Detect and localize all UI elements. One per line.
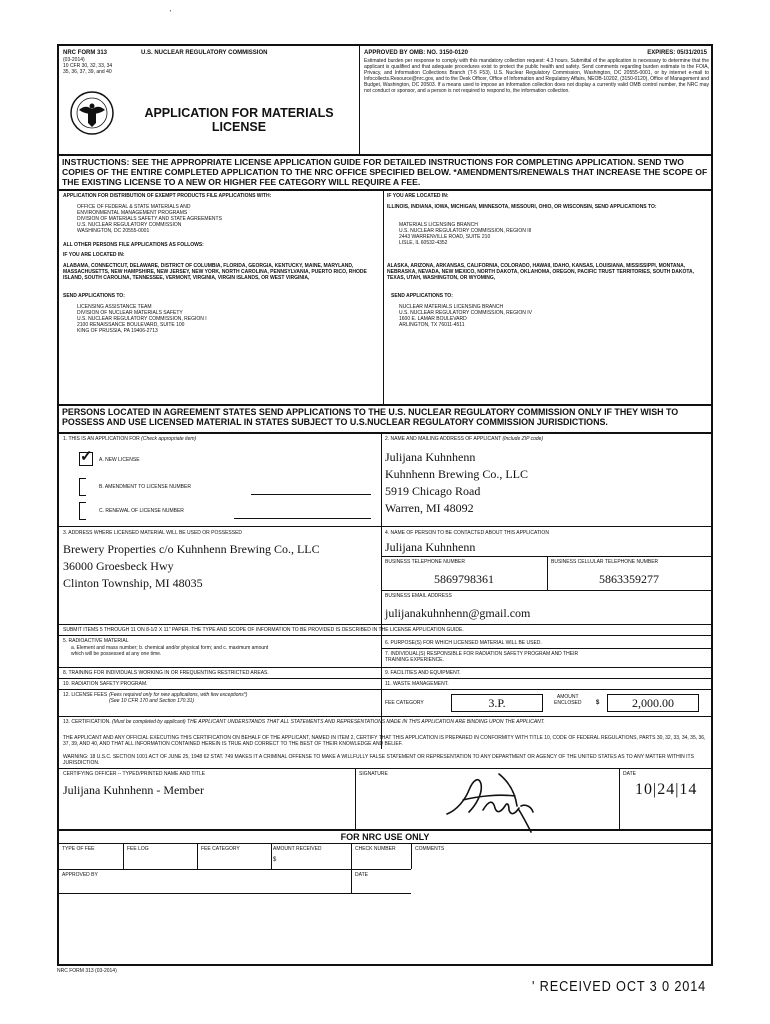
omb-number: APPROVED BY OMB: NO. 3150-0120 [364, 50, 468, 56]
business-phone[interactable]: 5869798361 [434, 572, 494, 586]
item5-label: 5. RADIOACTIVE MATERIAL [63, 638, 129, 644]
fee-category-label: FEE CATEGORY [385, 700, 424, 706]
nrc-seal-icon [69, 90, 115, 136]
form-title: APPLICATION FOR MATERIALS LICENSE [144, 106, 334, 134]
use-location-line3[interactable]: Clinton Township, MI 48035 [63, 576, 203, 590]
amendment-number-field[interactable] [251, 494, 371, 495]
exempt-products-heading: APPLICATION FOR DISTRIBUTION OF EXEMPT PRODUCTS FILE APPLICATIONS WITH: [63, 193, 272, 199]
instructions: INSTRUCTIONS: SEE THE APPROPRIATE LICENSE APPLICATION GUIDE FOR DETAILED INSTRUCTIONS FOR COMPLETING APPLICATION. SEND TWO COPIES OF THE ENTIRE COMPLETED APPLICATION TO THE NRC OFFICE SPECIFIED BELOW. *AMENDMENTS/RENEWALS THAT INCREASE THE SCOPE OF THE EXISTING LICENSE TO A NEW OR HIGHER FEE CATEGORY WILL REQUIRE A FEE. [62, 157, 708, 187]
region3-address: MATERIALS LICENSING BRANCH U.S. NUCLEAR REGULATORY COMMISSION, REGION III 2443 WARRENVILLE ROAD, SUITE 210 LISLE, IL 60532-4352 [399, 222, 532, 246]
amendment-label: B. AMENDMENT TO LICENSE NUMBER [99, 484, 191, 490]
region4-states: ALASKA, ARIZONA, ARKANSAS, CALIFORNIA, COLORADO, HAWAII, IDAHO, KANSAS, LOUISIANA, MISSISSIPPI, MONTANA, NEBRASKA, NEVADA, NEW MEXICO, NORTH DAKOTA, OKLAHOMA, OREGON, PACIFIC TRUST TERRITORIES, SOUTH DAKOTA, TEXAS, UTAH, WASHINGTON, OR WYOMING, [387, 263, 695, 281]
contact-name[interactable]: Julijana Kuhnhenn [385, 540, 476, 554]
expires-date: EXPIRES: 05/31/2015 [647, 50, 707, 56]
renewal-label: C. RENEWAL OF LICENSE NUMBER [99, 508, 184, 514]
item8-label: 8. TRAINING FOR INDIVIDUALS WORKING IN OR FREQUENTING RESTRICTED AREAS. [63, 670, 269, 676]
item11-label: 11. WASTE MANAGEMENT. [385, 681, 449, 687]
fee-category-nrc-label: FEE CATEGORY [201, 846, 240, 852]
nrc-date-label: DATE [355, 872, 368, 878]
all-other-persons: ALL OTHER PERSONS FILE APPLICATIONS AS FOLLOWS: [63, 242, 204, 248]
left-send-to: SEND APPLICATIONS TO: [63, 293, 125, 299]
signature-label: SIGNATURE [359, 771, 388, 777]
form-number: NRC FORM 313 [63, 50, 108, 56]
received-stamp: ' RECEIVED OCT 3 0 2014 [532, 978, 707, 995]
item12-label: 12. LICENSE FEES [63, 692, 108, 698]
left-if-located: IF YOU ARE LOCATED IN: [63, 252, 125, 258]
use-location-line1[interactable]: Brewery Properties c/o Kuhnhenn Brewing Co., LLC [63, 542, 320, 556]
date-label: DATE [623, 771, 636, 777]
item4-label: 4. NAME OF PERSON TO BE CONTACTED ABOUT THIS APPLICATION [385, 530, 549, 536]
item9-label: 9. FACILITIES AND EQUIPMENT. [385, 670, 461, 676]
form-date: (03-2014) [63, 57, 85, 63]
comments-label: COMMENTS [415, 846, 445, 852]
agency-name: U.S. NUCLEAR REGULATORY COMMISSION [141, 50, 268, 56]
item1-label: 1. THIS IS AN APPLICATION FOR (Check appropriate item) [63, 436, 197, 442]
dollar-sign: $ [596, 700, 600, 706]
cell-phone[interactable]: 5863359277 [599, 572, 659, 586]
amount-enclosed-label: AMOUNT ENCLOSED [554, 694, 582, 706]
check-mark-icon: ✓ [80, 448, 93, 465]
region3-states: ILLINOIS, INDIANA, IOWA, MICHIGAN, MINNESOTA, MISSOURI, OHIO, OR WISCONSIN, SEND APPLICATIONS TO: [387, 204, 657, 210]
email-label: BUSINESS EMAIL ADDRESS [385, 593, 452, 599]
email-address[interactable]: julijanakuhnhenn@gmail.com [385, 606, 531, 620]
burden-statement: Estimated burden per response to comply with this mandatory collection request: 4.3 hours. Submittal of the application is necessary to determine that the applicant is qualified and that adequate procedures exist to protect the public health and safety. Send comments regarding burden estimate to the FOIA, Privacy, and Information Collections Branch (T-5 F53), U.S. Nuclear Regulatory Commission, Washington, DC 20555-0001, or by internet e-mail to Infocollects.Resource@nrc.gov, and to the Desk Officer, Office of Information and Regulatory Affairs, NEOB-10202, (3150-0120), Office of Management and Budget, Washington, DC 20503. If a means used to impose an information collection does not display a currently valid OMB control number, the NRC may not conduct or sponsor, and a person is not required to respond to, the information collection. [364, 58, 709, 94]
item10-label: 10. RADIATION SAFETY PROGRAM. [63, 681, 148, 687]
agreement-states-notice: PERSONS LOCATED IN AGREEMENT STATES SEND APPLICATIONS TO THE U.S. NUCLEAR REGULATORY COMMISSION ONLY IF THEY WISH TO POSSESS AND USE LICENSED MATERIAL IN STATES SUBJECT TO U.S.NUCLEAR REGULATORY COMMISSION JURISDICTIONS. [62, 407, 679, 427]
form-footer: NRC FORM 313 (03-2014) [57, 968, 117, 974]
amount-enclosed-value: 2,000.00 [632, 696, 674, 710]
region1-states: ALABAMA, CONNECTICUT, DELAWARE, DISTRICT OF COLUMBIA, FLORIDA, GEORGIA, KENTUCKY, MAINE, MARYLAND, MASSACHUSETTS, NEW HAMPSHIRE, NEW JERSEY, NEW YORK, NORTH CAROLINA, PENNSYLVANIA, PUERTO RICO, RHODE ISLAND, SOUTH CAROLINA, TENNESSEE, VERMONT, VIRGINIA, VIRGIN ISLANDS, OR WEST VIRGINIA, [63, 263, 367, 281]
item13-label: 13. CERTIFICATION. (Must be completed by applicant) THE APPLICANT UNDERSTANDS THAT ALL STATEMENTS AND REPRESENTATIONS MADE IN THIS APPLICATION ARE BINDING UPON THE APPLICANT. [63, 719, 545, 725]
item3-label: 3. ADDRESS WHERE LICENSED MATERIAL WILL BE USED OR POSSESSED [63, 530, 243, 536]
renewal-number-field[interactable] [234, 518, 371, 519]
warning-statement: WARNING: 18 U.S.C. SECTION 1001 ACT OF JUNE 25, 1948 62 STAT. 749 MAKES IT A CRIMINAL OFFENSE TO MAKE A WILLFULLY FALSE STATEMENT OR REPRESENTATION TO ANY DEPARTMENT OR AGENCY OF THE UNITED STATES AS TO ANY MATTER WITHIN ITS JURISDICTION. [63, 754, 694, 766]
region4-address: NUCLEAR MATERIALS LICENSING BRANCH U.S. NUCLEAR REGULATORY COMMISSION, REGION IV 1600 E. LAMAR BOULEVARD ARLINGTON, TX 76011-4511 [399, 304, 532, 328]
fee-category-value: 3.P. [488, 696, 506, 710]
exempt-products-address: OFFICE OF FEDERAL & STATE MATERIALS AND ENVIRONMENTAL MANAGEMENT PROGRAMS DIVISION OF MATERIALS SAFETY AND STATE AGREEMENTS U.S. NUCLEAR REGULATORY COMMISSION WASHINGTON, DC 20555-0001 [77, 204, 222, 234]
item12-hint: (Fees required only for new applications, with few exceptions*) (See 10 CFR 170 and Section 170.31) [109, 692, 248, 704]
applicant-name[interactable]: Julijana Kuhnhenn [385, 450, 476, 464]
right-send-to: SEND APPLICATIONS TO: [391, 293, 453, 299]
nrc-use-only-title: FOR NRC USE ONLY [340, 832, 430, 842]
use-location-line2[interactable]: 36000 Groesbeck Hwy [63, 559, 174, 573]
item6-label: 6. PURPOSE(S) FOR WHICH LICENSED MATERIAL WILL BE USED. [385, 640, 542, 646]
applicant-street[interactable]: 5919 Chicago Road [385, 484, 481, 498]
approved-by-label: APPROVED BY [62, 872, 98, 878]
signature-date[interactable]: 10|24|14 [635, 781, 698, 798]
cfr-reference: 10 CFR 30, 32, 33, 34 35, 36, 37, 39, and 40 [63, 63, 113, 75]
applicant-city[interactable]: Warren, MI 48092 [385, 501, 474, 515]
cell-phone-label: BUSINESS CELLULAR TELEPHONE NUMBER [551, 559, 659, 565]
certifying-officer-label: CERTIFYING OFFICER -- TYPED/PRINTED NAME AND TITLE [63, 771, 205, 777]
new-license-label: A. NEW LICENSE [99, 457, 140, 463]
check-number-label: CHECK NUMBER [355, 846, 396, 852]
item5a-label: a. Element and mass number; b. chemical and/or physical form; and c. maximum amount which will be possessed at any one time. [71, 645, 269, 657]
renewal-checkbox[interactable] [79, 502, 86, 520]
business-phone-label: BUSINESS TELEPHONE NUMBER [385, 559, 465, 565]
item2-label: 2. NAME AND MAILING ADDRESS OF APPLICANT (Include ZIP code) [385, 436, 544, 442]
amendment-checkbox[interactable] [79, 478, 86, 496]
item7-label: 7. INDIVIDUAL(S) RESPONSIBLE FOR RADIATION SAFETY PROGRAM AND THEIR TRAINING EXPERIENCE. [385, 651, 579, 663]
top-mark: ' [170, 10, 172, 17]
amount-received-label: AMOUNT RECEIVED [273, 846, 322, 852]
signature-icon[interactable] [439, 770, 549, 834]
certification-body: THE APPLICANT AND ANY OFFICIAL EXECUTING THIS CERTIFICATION ON BEHALF OF THE APPLICANT, NAMED IN ITEM 2, CERTIFY THAT THIS APPLICATION IS PREPARED IN CONFORMITY WITH TITLE 10, CODE OF FEDERAL REGULATIONS, PARTS 30, 32, 33, 34, 35, 36, 37, 39, AND 40, AND THAT ALL INFORMATION CONTAINED HEREIN IS TRUE AND CORRECT TO THE BEST OF THEIR KNOWLEDGE AND BELIEF. [63, 735, 706, 747]
fee-log-label: FEE LOG [127, 846, 149, 852]
right-if-located: IF YOU ARE LOCATED IN: [387, 193, 449, 199]
amount-received-dollar: $ [273, 857, 277, 863]
region1-address: LICENSING ASSISTANCE TEAM DIVISION OF NUCLEAR MATERIALS SAFETY U.S. NUCLEAR REGULATORY COMMISSION, REGION I 2100 RENAISSANCE BOULEVARD, SUITE 100 KING OF PRUSSIA, PA 19406-2713 [77, 304, 207, 334]
submit-note: SUBMIT ITEMS 5 THROUGH 11 ON 8-1/2 X 11" PAPER. THE TYPE AND SCOPE OF INFORMATION TO BE PROVIDED IS DESCRIBED IN THE LICENSE APPLICATION GUIDE. [63, 627, 464, 633]
applicant-company[interactable]: Kuhnhenn Brewing Co., LLC [385, 467, 528, 481]
nrc-form-313 [57, 44, 713, 966]
certifying-officer[interactable]: Julijana Kuhnhenn - Member [63, 783, 204, 797]
type-of-fee-label: TYPE OF FEE [62, 846, 95, 852]
